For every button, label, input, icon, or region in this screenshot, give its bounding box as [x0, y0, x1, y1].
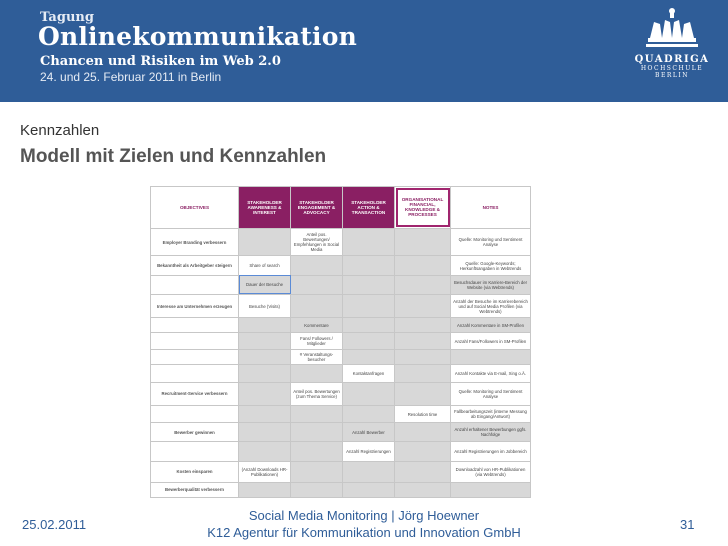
footer-company: K12 Agentur für Kommunikation und Innovation GmbH	[207, 525, 521, 540]
table-row	[151, 256, 531, 275]
table-row	[151, 442, 531, 461]
logo-name: QUADRIGA	[634, 54, 710, 65]
table-cell	[239, 406, 291, 423]
table-cell: Anzahl der Besuche im Karrierebereich und auf Social Media Profilen (via Webtrends)	[451, 294, 531, 318]
header-objectives: OBJECTIVES	[151, 187, 239, 229]
objective-cell: Employer Branding verbessern	[151, 228, 239, 256]
table-cell	[239, 423, 291, 442]
table-row	[151, 365, 531, 382]
table-cell	[395, 461, 451, 482]
slide-title: Modell mit Zielen und Kennzahlen	[20, 146, 327, 167]
table-cell: Besuchsdauer im Karriere-Bereich der Website (via Webtrends)	[451, 275, 531, 294]
table-cell	[343, 228, 395, 256]
objective-cell	[151, 406, 239, 423]
table-cell	[395, 275, 451, 294]
table-cell	[343, 256, 395, 275]
table-cell: Anteil pos. Bewertungen (zum Thema Service)	[291, 382, 343, 406]
header-notes: NOTES	[451, 187, 531, 229]
table-cell	[395, 256, 451, 275]
table-cell	[395, 318, 451, 333]
objective-cell: Recruitment-Service verbessern	[151, 382, 239, 406]
table-cell: Fans/ Followers / Mitglieder	[291, 333, 343, 350]
table-row	[151, 406, 531, 423]
table-cell	[239, 228, 291, 256]
table-cell	[239, 333, 291, 350]
table-cell	[291, 294, 343, 318]
banner-tag: Tagung	[40, 10, 94, 25]
banner-title: Onlinekommunikation	[38, 22, 357, 51]
table-cell: Kontaktanfragen	[343, 365, 395, 382]
objective-cell: Bewerberqualität verbessern	[151, 482, 239, 497]
table-cell: (Anzahl Downloads HR-Publikationen)	[239, 461, 291, 482]
table-cell: Anzahl Kontakte via E-mail, Xing o.Ä.	[451, 365, 531, 382]
table-cell	[395, 228, 451, 256]
header-engagement: STAKEHOLDER ENGAGEMENT & ADVOCACY	[291, 187, 343, 229]
table-row	[151, 333, 531, 350]
table-cell	[451, 350, 531, 365]
table-cell	[239, 318, 291, 333]
table-cell: Quelle: Google-Keywords; Herkunftsangaben in Webtrends	[451, 256, 531, 275]
table-cell	[343, 461, 395, 482]
table-row	[151, 382, 531, 406]
table-cell: Fallbearbeitungszeit (interne Messung ab Eingang/Antwort)	[451, 406, 531, 423]
table-cell: Anzahl Bewerber	[343, 423, 395, 442]
header-organisational: ORGANISATIONAL FINANCIAL, KNOWLEDGE & PROCESSES	[395, 187, 451, 229]
table-cell: Anzahl Registrierungen im Jobbereich	[451, 442, 531, 461]
table-cell	[343, 294, 395, 318]
table-cell-selected: Dauer der Besuche	[239, 275, 291, 294]
banner-date: 24. und 25. Februar 2011 in Berlin	[40, 70, 222, 84]
table-cell	[395, 482, 451, 497]
table-row	[151, 318, 531, 333]
objective-cell	[151, 350, 239, 365]
quadriga-logo	[628, 8, 716, 98]
page-number: 31	[680, 517, 695, 532]
table-cell	[291, 442, 343, 461]
table-row	[151, 350, 531, 365]
table-cell: Quelle: Monitoring und Sentiment Analyse	[451, 228, 531, 256]
table-cell: Share of search	[239, 256, 291, 275]
table-cell: Anteil pos. Bewertungen/ Empfehlungen in Social Media	[291, 228, 343, 256]
table-cell	[343, 333, 395, 350]
table-cell: Quelle: Monitoring und Sentiment Analyse	[451, 382, 531, 406]
table-cell	[291, 482, 343, 497]
table-row	[151, 294, 531, 318]
header-banner	[0, 0, 728, 102]
table-cell: Besuche (Visits)	[239, 294, 291, 318]
objective-cell	[151, 333, 239, 350]
table-row	[151, 275, 531, 294]
table-cell	[239, 382, 291, 406]
table-cell	[395, 333, 451, 350]
table-cell	[239, 442, 291, 461]
objective-cell: Bekanntheit als Arbeitgeber steigern	[151, 256, 239, 275]
table-cell: Anzahl Fans/Followers in SM-Profilen	[451, 333, 531, 350]
table-row	[151, 461, 531, 482]
table-cell	[291, 365, 343, 382]
objective-cell	[151, 442, 239, 461]
table-cell: Downloadzahl von HR-Publikationen (via Webtrends)	[451, 461, 531, 482]
table-cell	[343, 350, 395, 365]
table-cell: Anzahl Registrierungen	[343, 442, 395, 461]
table-cell	[291, 461, 343, 482]
table-cell	[343, 318, 395, 333]
table-cell	[343, 382, 395, 406]
objective-cell	[151, 365, 239, 382]
banner-subtitle: Chancen und Risiken im Web 2.0	[40, 54, 281, 69]
table-cell	[291, 275, 343, 294]
table-row	[151, 228, 531, 256]
objective-cell	[151, 275, 239, 294]
objective-cell: Interesse am Unternehmen erzeugen	[151, 294, 239, 318]
objective-cell: Bewerber gewinnen	[151, 423, 239, 442]
table-cell	[395, 365, 451, 382]
logo-subline-1: HOCHSCHULE	[640, 65, 704, 72]
table-cell: Resolution time	[395, 406, 451, 423]
footer-date: 25.02.2011	[22, 517, 87, 532]
header-awareness: STAKEHOLDER AWARENESS & INTEREST	[239, 187, 291, 229]
footer-presenter: Social Media Monitoring | Jörg Hoewner	[248, 508, 480, 523]
table-cell	[343, 275, 395, 294]
table-cell	[239, 482, 291, 497]
table-cell	[395, 423, 451, 442]
table-cell: Anzahl Kommentare in SM-Profilen	[451, 318, 531, 333]
table-cell	[395, 350, 451, 365]
table-cell	[343, 482, 395, 497]
header-action: STAKEHOLDER ACTION & TRANSACTION	[343, 187, 395, 229]
table-cell	[239, 365, 291, 382]
table-cell: Kommentare	[291, 318, 343, 333]
kpi-model-table	[150, 186, 531, 498]
table-cell	[395, 442, 451, 461]
table-row	[151, 482, 531, 497]
table-header-row	[151, 187, 531, 229]
quadriga-chariot-icon	[642, 8, 702, 52]
objective-cell	[151, 318, 239, 333]
table-row	[151, 423, 531, 442]
objective-cell: Kosten einsparen	[151, 461, 239, 482]
table-cell	[343, 406, 395, 423]
table-cell	[291, 256, 343, 275]
table-cell: Anzahl erhaltener Bewerbungen ggfs. Nachfolge	[451, 423, 531, 442]
table-cell	[239, 350, 291, 365]
table-cell: # Veranstaltungs-besucher	[291, 350, 343, 365]
table-cell	[395, 382, 451, 406]
table-cell	[291, 406, 343, 423]
slide-kicker: Kennzahlen	[20, 122, 100, 139]
logo-subline-2: BERLIN	[655, 72, 689, 79]
table-cell	[291, 423, 343, 442]
table-cell	[395, 294, 451, 318]
table-cell	[451, 482, 531, 497]
